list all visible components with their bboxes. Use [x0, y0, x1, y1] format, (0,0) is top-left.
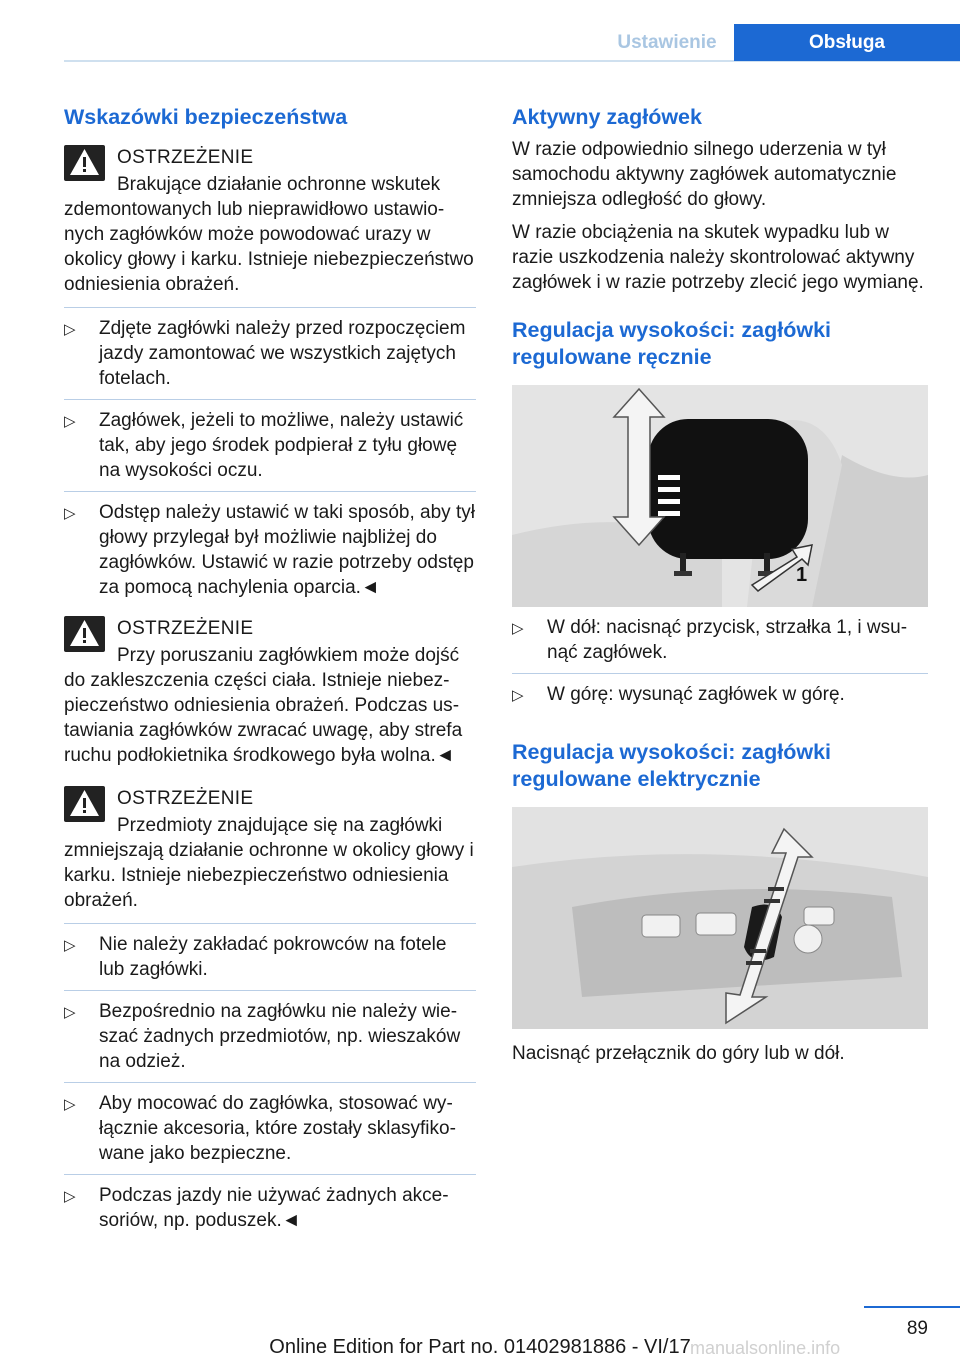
figure-electric-switch: [512, 807, 928, 1029]
warning-triangle-icon: [64, 616, 105, 652]
paragraph: Nacisnąć przełącznik do góry lub w dół.: [512, 1043, 845, 1064]
page-number-rule: [864, 1306, 960, 1308]
edition-footer: Online Edition for Part no. 01402981886 - VI/17: [269, 1336, 691, 1358]
list-item: ▷ Zdjęte zagłówki należy przed rozpoczęciem jazdy zamontować we wszystkich zajętych fotelach.: [64, 318, 466, 389]
triangle-bullet-icon: ▷: [512, 687, 524, 704]
seat-switch-illustration: [512, 807, 928, 1029]
bullet-list-right: [512, 615, 928, 707]
tab-ustawienie[interactable]: Ustawienie: [617, 32, 717, 53]
headrest-illustration: [512, 385, 928, 607]
list-item: ▷ Odstęp należy ustawić w taki sposób, aby tył głowy przylegał był możliwie najbliżej do zagłówków. Ustawić w razie potrzeby odstęp za pomocą nachylenia oparcia.◄: [64, 491, 476, 600]
warning-heading: OSTRZEŻENIE: [117, 788, 254, 809]
list-item: ▷ W dół: nacisnąć przycisk, strzałka 1, i wsunąć zagłówek.: [512, 617, 908, 663]
warning-heading: OSTRZEŻENIE: [117, 618, 254, 639]
list-item: ▷ Bezpośrednio na zagłówku nie należy wieszać żadnych przedmiotów, np. wieszaków na odzież.: [64, 990, 476, 1074]
left-column: [64, 100, 476, 1233]
warning-text: Przedmioty znajdujące się na zagłówki zmniejszają działanie ochronne w okolicy głowy i karku. Istnieje niebezpieczeństwo odniesienia obrażeń.: [64, 815, 474, 911]
triangle-bullet-icon: ▷: [64, 1004, 76, 1021]
paragraph: W razie obciążenia na skutek wypadku lub w razie uszkodzenia należy skontrolować aktywny zagłówek i w razie potrzeby zlecić jego wymianę.: [512, 222, 924, 293]
list-item: ▷ Nie należy zakładać pokrowców na fotele lub zagłówki.: [64, 934, 447, 980]
warning-block-3: [64, 786, 476, 913]
warning-text: Brakujące działanie ochronne wskutek zdemontowanych lub nieprawidłowo ustawionych zagłówków może powodować urazy w okolicy głowy i karku. Istnieje niebezpieczeństwo odniesienia obrażeń.: [64, 174, 474, 295]
section-title-active-headrest: Aktywny zagłówek: [512, 105, 702, 129]
list-item: ▷ Podczas jazdy nie używać żadnych akcesoriów, np. poduszek.◄: [64, 1174, 476, 1233]
bullet-list-2: [64, 932, 476, 1233]
warning-heading: OSTRZEŻENIE: [117, 147, 254, 168]
watermark: manualsonline.info: [690, 1338, 841, 1358]
triangle-bullet-icon: ▷: [64, 321, 76, 338]
tab-obsluga[interactable]: Obsługa: [734, 24, 960, 61]
triangle-bullet-icon: ▷: [64, 1188, 76, 1205]
section-title-manual-height: Regulacja wysokości: zagłówki regulowane ręcznie: [512, 318, 832, 369]
triangle-bullet-icon: ▷: [64, 937, 76, 954]
paragraph: W razie odpowiednio silnego uderzenia w tył samochodu aktywny zagłówek automatycznie zmniejsza odległość do głowy.: [512, 139, 897, 210]
warning-text: Przy poruszaniu zagłówkiem może dojść do zakleszczenia części ciała. Istnieje niebezpieczeństwo odniesienia obrażeń. Podczas ustawiania zagłówków zwracać uwagę, aby strefa ruchu podłokietnika środkowego była wolna.◄: [64, 645, 463, 766]
warning-triangle-icon: [64, 145, 105, 181]
warning-block-1: [64, 145, 476, 297]
bullet-list-1: [64, 316, 476, 600]
list-item: ▷ Aby mocować do zagłówka, stosować wyłącznie akcesoria, które zostały sklasyfikowane jako bezpieczne.: [64, 1082, 476, 1166]
figure-manual-headrest: [512, 385, 928, 607]
warning-triangle-icon: [64, 786, 105, 822]
triangle-bullet-icon: ▷: [64, 505, 76, 522]
section-title-electric-height: Regulacja wysokości: zagłówki regulowane elektrycznie: [512, 740, 832, 791]
triangle-bullet-icon: ▷: [512, 620, 524, 637]
triangle-bullet-icon: ▷: [64, 1096, 76, 1113]
page-number: 89: [906, 1318, 928, 1339]
triangle-bullet-icon: ▷: [64, 413, 76, 430]
right-column: [512, 100, 928, 1066]
list-item: ▷ W górę: wysunąć zagłówek w górę.: [512, 673, 928, 707]
warning-block-2: [64, 616, 476, 768]
list-item: ▷ Zagłówek, jeżeli to możliwe, należy ustawić tak, aby jego środek podpierał z tyłu głowę na wysokości oczu.: [64, 399, 476, 483]
section-title-safety: Wskazówki bezpieczeństwa: [64, 105, 348, 129]
figure-callout-label: 1: [796, 564, 808, 586]
